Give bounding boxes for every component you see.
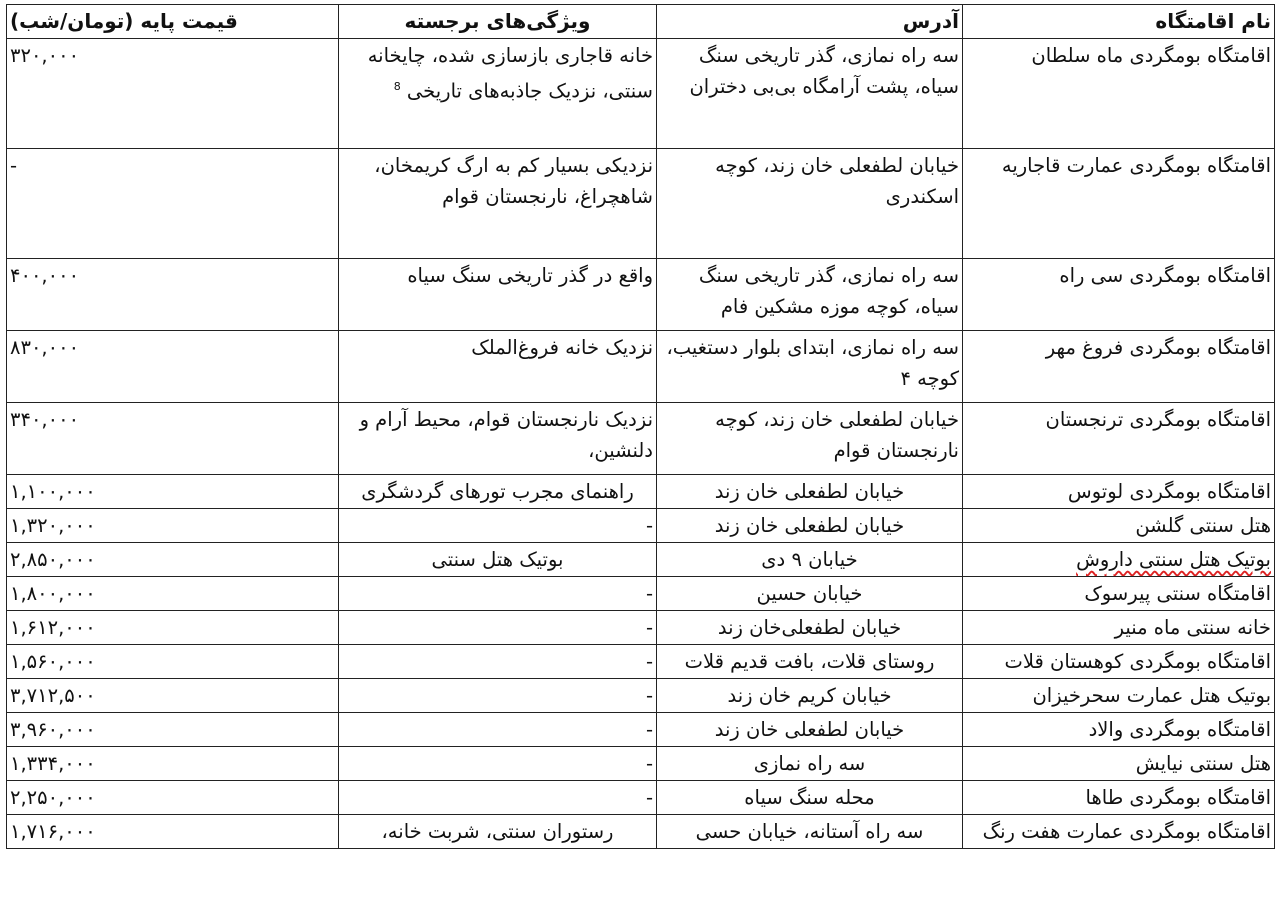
cell-name: اقامتگاه بومگردی والاد	[963, 713, 1275, 747]
cell-name	[963, 543, 1275, 577]
cell-features: بوتیک هتل سنتی	[339, 543, 657, 577]
cell-name: اقامتگاه بومگردی فروغ مهر	[963, 331, 1275, 403]
cell-address: روستای قلات، بافت قدیم قلات	[657, 645, 963, 679]
table-row	[7, 149, 1275, 259]
cell-address: خیابان لطفعلی‌خان زند	[657, 611, 963, 645]
cell-address: سه راه آستانه، خیابان حسی	[657, 815, 963, 849]
cell-features: -	[339, 747, 657, 781]
cell-features: -	[339, 679, 657, 713]
table-row	[7, 543, 1275, 577]
cell-name: اقامتگاه بومگردی عمارت قاجاریه	[963, 149, 1275, 259]
table-row	[7, 39, 1275, 149]
table-row	[7, 509, 1275, 543]
cell-name: بوتیک هتل عمارت سحرخیزان	[963, 679, 1275, 713]
cell-address: خیابان لطفعلی خان زند	[657, 713, 963, 747]
cell-price: ۱,۳۳۴,۰۰۰	[7, 747, 339, 781]
table-header-row	[7, 5, 1275, 39]
cell-features: -	[339, 645, 657, 679]
cell-price: ۲,۲۵۰,۰۰۰	[7, 781, 339, 815]
table-row	[7, 403, 1275, 475]
cell-address: خیابان لطفعلی خان زند	[657, 475, 963, 509]
cell-address: سه راه نمازی، ابتدای بلوار دستغیب، کوچه ۴	[657, 331, 963, 403]
cell-price: ۳,۷۱۲,۵۰۰	[7, 679, 339, 713]
footnote-marker: 8	[393, 80, 401, 93]
cell-address: سه راه نمازی	[657, 747, 963, 781]
cell-address: سه راه نمازی، گذر تاریخی سنگ سیاه، پشت آرامگاه بی‌بی دختران	[657, 39, 963, 149]
cell-features: -	[339, 509, 657, 543]
cell-address: خیابان لطفعلی خان زند	[657, 509, 963, 543]
cell-features: نزدیکی بسیار کم به ارگ کریمخان، شاهچراغ، نارنجستان قوام	[339, 149, 657, 259]
cell-features: -	[339, 577, 657, 611]
cell-price: ۴۰۰,۰۰۰	[7, 259, 339, 331]
cell-name: اقامتگاه بومگردی طاها	[963, 781, 1275, 815]
cell-name: اقامتگاه بومگردی عمارت هفت رنگ	[963, 815, 1275, 849]
cell-address: خیابان ۹ دی	[657, 543, 963, 577]
cell-price: ۳,۹۶۰,۰۰۰	[7, 713, 339, 747]
cell-features: نزدیک خانه فروغ‌الملک	[339, 331, 657, 403]
cell-features: رستوران سنتی، شربت خانه،	[339, 815, 657, 849]
cell-features: نزدیک نارنجستان قوام، محیط آرام و دلنشین،	[339, 403, 657, 475]
table-row	[7, 747, 1275, 781]
cell-price: ۲,۸۵۰,۰۰۰	[7, 543, 339, 577]
cell-features-text: خانه قاجاری بازسازی شده، چایخانه سنتی، نزدیک جاذبه‌های تاریخی	[367, 44, 653, 103]
cell-features: واقع در گذر تاریخی سنگ سیاه	[339, 259, 657, 331]
cell-name: اقامتگاه بومگردی ترنجستان	[963, 403, 1275, 475]
cell-price: ۸۳۰,۰۰۰	[7, 331, 339, 403]
table-row	[7, 815, 1275, 849]
cell-name: اقامتگاه سنتی پیرسوک	[963, 577, 1275, 611]
cell-address: خیابان لطفعلی خان زند، کوچه اسکندری	[657, 149, 963, 259]
header-name: نام اقامتگاه	[963, 5, 1275, 39]
accommodation-table	[6, 4, 1275, 849]
cell-price: ۱,۷۱۶,۰۰۰	[7, 815, 339, 849]
cell-features: -	[339, 781, 657, 815]
cell-name: اقامتگاه بومگردی ماه سلطان	[963, 39, 1275, 149]
table-row	[7, 331, 1275, 403]
header-features: ویژگی‌های برجسته	[339, 5, 657, 39]
cell-features	[339, 39, 657, 149]
cell-price: ۳۲۰,۰۰۰	[7, 39, 339, 149]
cell-name: خانه سنتی ماه منیر	[963, 611, 1275, 645]
cell-features: راهنمای مجرب تورهای گردشگری	[339, 475, 657, 509]
table-row	[7, 611, 1275, 645]
cell-price: ۱,۳۲۰,۰۰۰	[7, 509, 339, 543]
cell-name: اقامتگاه بومگردی سی راه	[963, 259, 1275, 331]
cell-features: -	[339, 611, 657, 645]
cell-name: اقامتگاه بومگردی کوهستان قلات	[963, 645, 1275, 679]
header-price: قیمت پایه (تومان/شب)	[7, 5, 339, 39]
header-address: آدرس	[657, 5, 963, 39]
cell-price: ۳۴۰,۰۰۰	[7, 403, 339, 475]
cell-price: ۱,۸۰۰,۰۰۰	[7, 577, 339, 611]
cell-address: خیابان کریم خان زند	[657, 679, 963, 713]
table-row	[7, 645, 1275, 679]
table-row	[7, 781, 1275, 815]
table-row	[7, 259, 1275, 331]
cell-features: -	[339, 713, 657, 747]
table-row	[7, 475, 1275, 509]
cell-price: ۱,۶۱۲,۰۰۰	[7, 611, 339, 645]
cell-name: هتل سنتی گلشن	[963, 509, 1275, 543]
cell-address: خیابان حسین	[657, 577, 963, 611]
cell-address: سه راه نمازی، گذر تاریخی سنگ سیاه، کوچه موزه مشکین فام	[657, 259, 963, 331]
cell-name-text: بوتیک هتل سنتی داروش	[1076, 548, 1271, 571]
cell-price: ۱,۱۰۰,۰۰۰	[7, 475, 339, 509]
cell-name: هتل سنتی نیایش	[963, 747, 1275, 781]
cell-address: محله سنگ سیاه	[657, 781, 963, 815]
cell-name: اقامتگاه بومگردی لوتوس	[963, 475, 1275, 509]
table-row	[7, 713, 1275, 747]
table-row	[7, 577, 1275, 611]
cell-price: -	[7, 149, 339, 259]
cell-address: خیابان لطفعلی خان زند، کوچه نارنجستان قوام	[657, 403, 963, 475]
table-row	[7, 679, 1275, 713]
cell-price: ۱,۵۶۰,۰۰۰	[7, 645, 339, 679]
